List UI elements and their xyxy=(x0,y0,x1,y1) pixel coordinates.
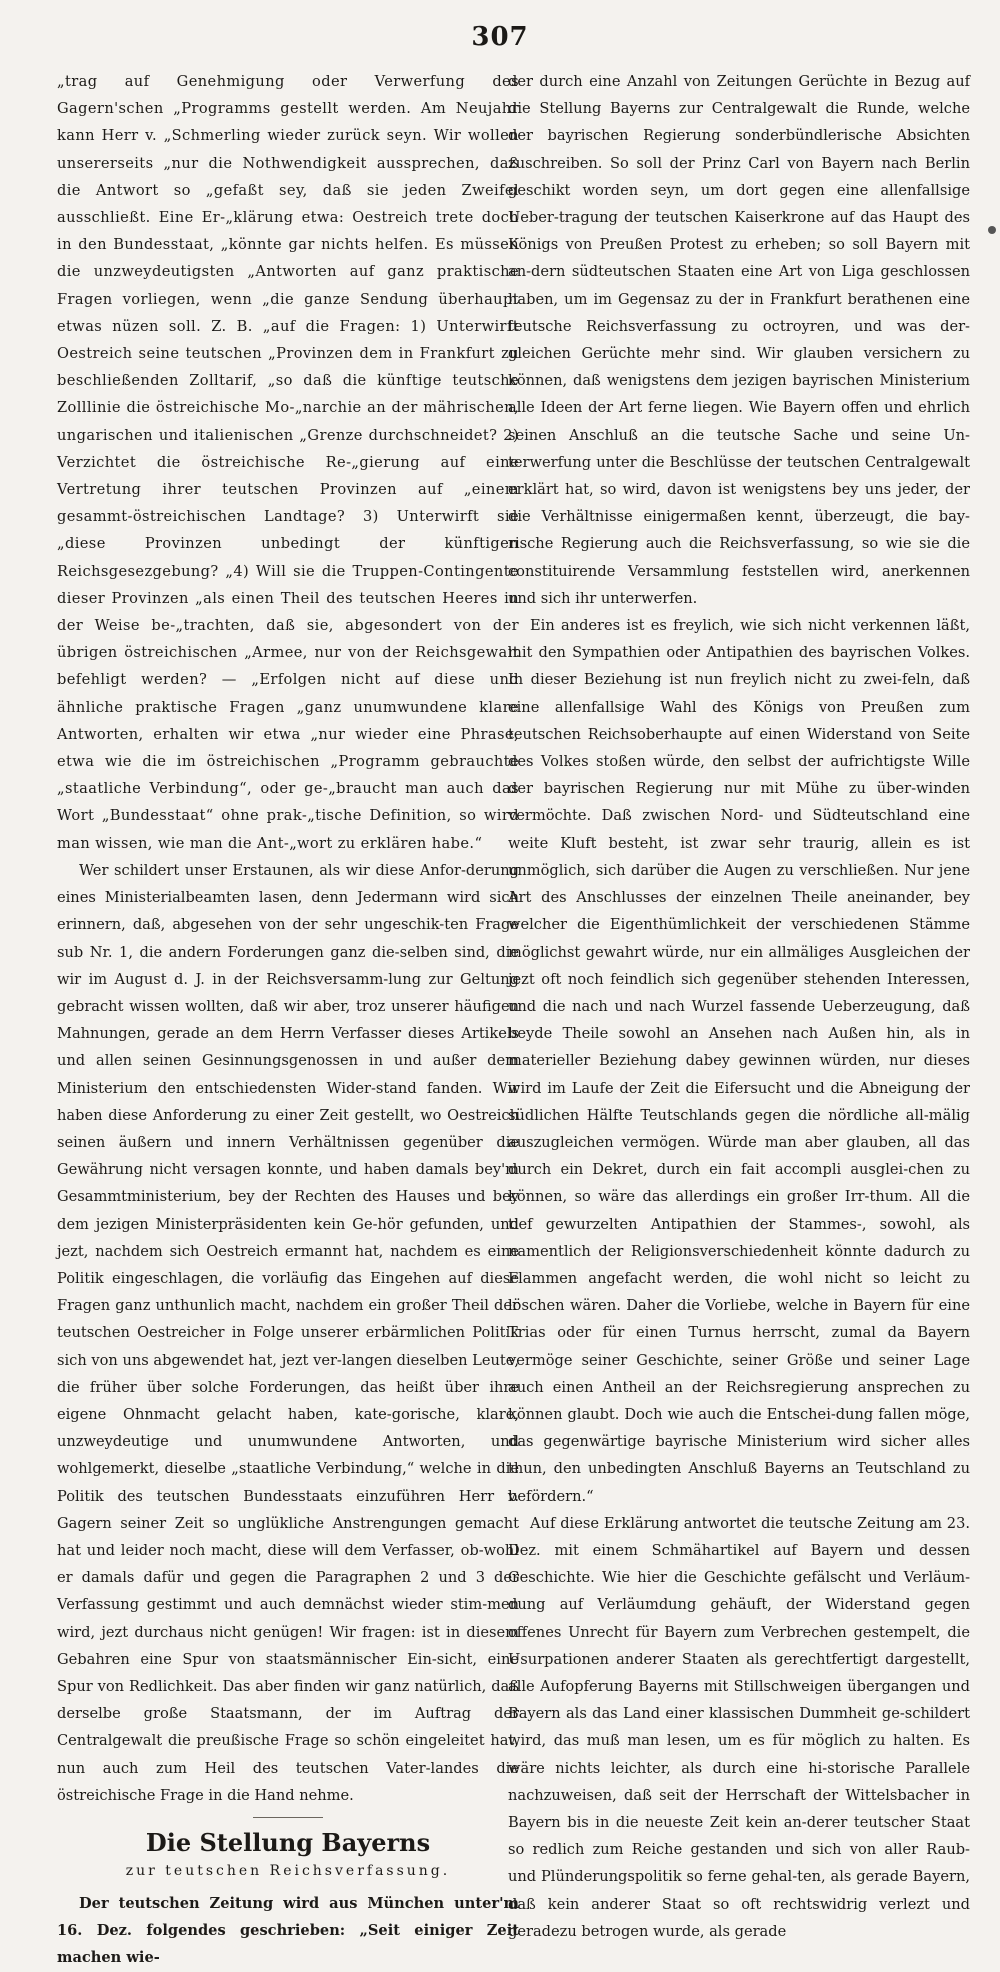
left-column xyxy=(57,68,519,1972)
right-column xyxy=(508,68,970,1945)
section-heading: Die Stellung Bayerns xyxy=(145,1828,431,1857)
section-divider xyxy=(253,1817,323,1818)
article-continuation-paragraph: der durch eine Anzahl von Zeitungen Gerüchte in Bezug auf die Stellung Bayerns zur Centralgewalt die Runde, welche der bayrischen Regierung sonderbündlerische Absichten zuschreiben. So soll der Prinz Carl von Bayern nach Berlin geschikt worden seyn, um dort gegen eine allenfallsige Ueber-tragung der teutschen Kaiserkrone auf das Haupt des Königs von Preußen Protest zu erheben; so soll Bayern mit an-dern südteutschen Staaten eine Art von Liga geschlossen haben, um im Gegensaz zu der in Frankfurt berathenen eine teutsche Reichsverfassung zu octroyren, und was der-gleichen Gerüchte mehr sind. Wir glauben versichern zu können, daß wenigstens dem jezigen bayrischen Ministerium alle Ideen der Art ferne liegen. Wie Bayern offen und ehrlich seinen Anschluß an die teutsche Sache und seine Un-terwerfung unter die Beschlüsse der teutschen Centralgewalt erklärt hat, so wird, davon ist wenigstens bey uns jeder, der die Verhältnisse einigermaßen kennt, überzeugt, die bay-rische Regierung auch die Reichsverfassung, so wie sie die constituirende Versammlung feststellen wird, anerkennen und sich ihr unterwerfen. xyxy=(508,73,970,607)
ink-spot xyxy=(988,226,996,234)
article-middle-paragraph: Ein anderes ist es freylich, wie sich nicht verkennen läßt, mit den Sympathien oder Antipathien des bayrischen Volkes. In dieser Beziehung ist nun freylich nicht zu zwei-feln, daß eine allenfallsige Wahl des Königs von Preußen zum teutschen Reichsoberhaupte auf einen Widerstand von Seite des Volkes stoßen würde, den selbst der aufrichtigste Wille der bayrischen Regierung nur mit Mühe zu über-winden vermöchte. Daß zwischen Nord- und Südteutschland eine weite Kluft besteht, ist zwar sehr traurig, allein es ist unmöglich, sich darüber die Augen zu verschließen. Nur jene Art des Anschlusses der einzelnen Theile aneinander, bey welcher die Eigenthümlichkeit der verschiedenen Stämme möglichst gewahrt würde, nur ein allmäliges Ausgleichen der jezt oft noch feindlich sich gegenüber stehenden Interessen, und die nach und nach Wurzel fassende Ueberzeugung, daß beyde Theile sowohl an Ansehen nach Außen hin, als in materieller Beziehung dabey gewinnen würden, nur dieses wird im Laufe der Zeit die Eifersucht und die Abneigung der südlichen Hälfte Teutschlands gegen die nördliche all-mälig auszugleichen vermögen. Würde man aber glauben, all das durch ein Dekret, durch ein fait accompli ausglei-chen zu können, so wäre das allerdings ein großer Irr-thum. All die tief gewurzelten Antipathien der Stammes-, sowohl, als namentlich der Religionsverschiedenheit könnte dadurch zu Flammen angefacht werden, die wohl nicht so leicht zu löschen wären. Daher die Vorliebe, welche in Bayern für eine Trias oder für einen Turnus herrscht, zumal da Bayern vermöge seiner Geschichte, seiner Größe und seiner Lage auch einen Antheil an der Reichsregierung ansprechen zu können glaubt. Doch wie auch die Entschei-dung fallen möge, das gegenwärtige bayrische Ministerium wird sicher alles thun, den unbedingten Anschluß Bayerns an Teutschland zu befördern.“ xyxy=(508,617,970,1505)
editorial-commentary-paragraph: Wer schildert unser Erstaunen, als wir diese Anfor-derung eines Ministerialbeamten lasen, denn Jedermann wird sich erinnern, daß, abgesehen von der sehr ungeschik-ten Frage sub Nr. 1, die andern Forderungen ganz die-selben sind, die wir im August d. J. in der Reichsversamm-lung zur Geltung gebracht wissen wollten, daß wir aber, troz unserer häufigen Mahnungen, gerade an dem Herrn Verfasser dieses Artikels und allen seinen Gesinnungsgenossen in und außer dem Ministerium den entschiedensten Wider-stand fanden. Wir haben diese Anforderung zu einer Zeit gestellt, wo Oestreich seinen äußern und innern Verhältnissen gegenüber die Gewährung nicht versagen konnte, und haben damals bey'm Gesammtministerium, bey der Rechten des Hauses und bey dem jezigen Ministerpräsidenten kein Ge-hör gefunden, und jezt, nachdem sich Oestreich ermannt hat, nachdem es eine Politik eingeschlagen, die vorläufig das Eingehen auf diese Fragen ganz unthunlich macht, nachdem ein großer Theil der teutschen Oestreicher in Folge unserer erbärmlichen Politik sich von uns abgewendet hat, jezt ver-langen dieselben Leute, die früher über solche Forderungen, das heißt über ihre eigene Ohnmacht gelacht haben, kate-gorische, klare, unzweydeutige und unumwundene Antworten, und wohlgemerkt, dieselbe „staatliche Verbindung,“ welche in die Politik des teutschen Bundesstaats einzuführen Herr v. Gagern seiner Zeit so unglükliche Anstrengungen gemacht hat und leider noch macht, diese will dem Verfasser, ob-wohl er damals dafür und gegen die Paragraphen 2 und 3 der Verfassung gestimmt und auch demnächst wieder stim-men wird, jezt durchaus nicht genügen! Wir fragen: ist in diesem Gebahren eine Spur von staatsmännischer Ein-sicht, eine Spur von Redlichkeit. Das aber finden wir ganz natürlich, daß derselbe große Staatsmann, der im Auftrag der Centralgewalt die preußische Frage so schön eingeleitet hat, nun auch zum Heil des teutschen Vater-landes die östreichische Frage in die Hand nehme. xyxy=(57,861,519,1804)
section-subheading: zur teutschen Reichsverfassung. xyxy=(125,1863,451,1879)
article-closing-paragraph: Auf diese Erklärung antwortet die teutsche Zeitung am 23. Dez. mit einem Schmähartikel auf Bayern und dessen Geschichte. Wie hier die Geschichte gefälscht und Verläum-dung auf Verläumdung gehäuft, der Widerstand gegen offenes Unrecht für Bayern zum Verbrechen gestempelt, die Usurpationen anderer Staaten als gerechtfertigt dargestellt, alle Aufopferung Bayerns mit Stillschweigen übergangen und Bayern als das Land einer klassischen Dummheit ge-schildert wird, das muß man lesen, um es für möglich zu halten. Es wäre nichts leichter, als durch eine hi-storische Parallele nachzuweisen, daß seit der Herrschaft der Wittelsbacher in Bayern bis in die neueste Zeit kein an-derer teutscher Staat so redlich zum Reiche gestanden und sich von aller Raub- und Plünderungspolitik so ferne gehal-ten, als gerade Bayern, daß kein anderer Staat so oft rechtswidrig verlezt und geradezu betrogen wurde, als gerade xyxy=(508,1514,970,1940)
article-opening-paragraph: Der teutschen Zeitung wird aus München unter'm 16. Dez. folgendes geschrieben: „Seit einiger Zeit machen wie- xyxy=(57,1895,519,1967)
page-number: 307 xyxy=(471,22,529,52)
quoted-demands-paragraph: „trag auf Genehmigung oder Verwerfung des Gagern'schen „Programms gestellt werden. Am Neujahr kann Herr v. „Schmerling wieder zurück seyn. Wir wollen unsererseits „nur die Nothwendigkeit aussprechen, daß die Antwort so „gefaßt sey, daß sie jeden Zweifel ausschließt. Eine Er-„klärung etwa: Oestreich trete doch in den Bundesstaat, „könnte gar nichts helfen. Es müssen die unzweydeutigsten „Antworten auf ganz praktische Fragen vorliegen, wenn „die ganze Sendung überhaupt etwas nüzen soll. Z. B. „auf die Fragen: 1) Unterwirft Oestreich seine teutschen „Provinzen dem in Frankfurt zu beschließenden Zolltarif, „so daß die künftige teutsche Zolllinie die östreichische Mo-„narchie an der mährischen, ungarischen und italienischen „Grenze durchschneidet? 2) Verzichtet die östreichische Re-„gierung auf eine Vertretung ihrer teutschen Provinzen auf „einem gesammt-östreichischen Landtage? 3) Unterwirft sie „diese Provinzen unbedingt der künftigen Reichsgesezgebung? „4) Will sie die Truppen-Contingente dieser Provinzen „als einen Theil des teutschen Heeres in der Weise be-„trachten, daß sie, abgesondert von der übrigen östreichischen „Armee, nur von der Reichsgewalt befehligt werden? — „Erfolgen nicht auf diese und ähnliche praktische Fragen „ganz unumwundene klare Antworten, erhalten wir etwa „nur wieder eine Phrase, etwa wie die im östreichischen „Programm gebrauchte „staatliche Verbindung“, oder ge-„braucht man auch das Wort „Bundesstaat“ ohne prak-„tische Definition, so wird man wissen, wie man die Ant-„wort zu erklären habe.“ xyxy=(57,73,519,852)
